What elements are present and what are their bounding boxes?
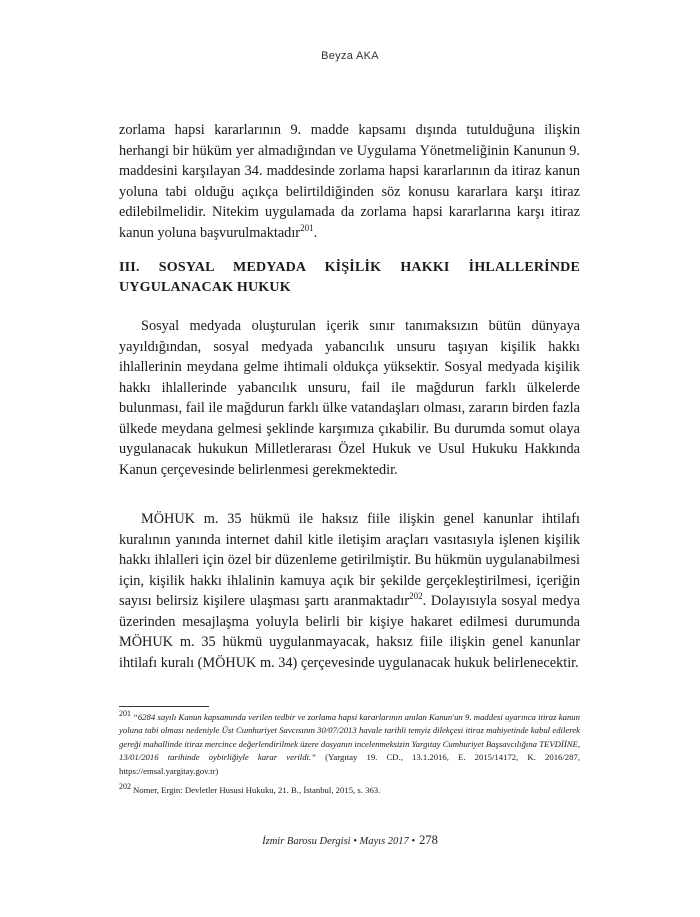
paragraph-1-text: zorlama hapsi kararlarının 9. madde kapsamı dışında tutulduğuna ilişkin herhangi bir hüküm yer almadığından ve Uygulama Yönetmeliğinin Kanunun 9. maddesini karşılayan 34. maddesinde zorlama hapsi kararlarının da itiraz kanun yoluna tabi olduğu açıkça belirtildiğinden söz konusu kararlara karşı itiraz edilebilmelidir. Nitekim uygulamada da zorlama hapsi kararlarına karşı itiraz kanun yoluna başvurulmaktadır (119, 122, 580, 241)
section-heading: III. SOSYAL MEDYADA KİŞİLİK HAKKI İHLALLERİNDE UYGULANACAK HUKUK (119, 260, 580, 295)
footnote-201-number: 201 (119, 709, 131, 719)
footnote-201 (119, 711, 580, 778)
footnotes (119, 711, 580, 803)
footnote-202-number: 202 (119, 782, 131, 792)
page-number: 278 (419, 833, 438, 847)
paragraph-1-end: . (313, 224, 318, 241)
paragraph-2-text: Sosyal medyada oluşturulan içerik sınır tanımaksızın bütün dünyaya yayıldığından, sosyal medyada yabancılık unsuru taşıyan kişilik hakkı ihlallerinin meydana gelme ihtimali oldukça yüksektir. Sosyal medyada kişilik hakkı ihlallerinde yabancılık unsuru, fail ile mağdurun farklı ülkelerde bulunması, fail ile mağdurun farklı ülke vatandaşları olması, zararın birden fazla ülkede meydana gelmesi şeklinde karşımıza çıkabilir. Bu durumda somut olaya uygulanacak hukukun Milletlerarası Özel Hukuk ve Usul Hukuku Hakkında Kanun çerçevesinde belirlenmesi gerekmektedir. (119, 318, 580, 478)
footer-journal: İzmir Barosu Dergisi • Mayıs 2017 • (262, 836, 416, 847)
footnote-ref-202[interactable]: 202 (409, 591, 423, 602)
paragraph-3 (119, 509, 580, 673)
paragraph-3-text-b: . Dolayısıyla sosyal medya üzerinden mesajlaşma yoluyla belirli bir kişiye hakaret edilmesi durumunda MÖHUK m. 35 hükmü uygulanmayacak, haksız fiile ilişkin genel kanunlar ihtilafı kuralı (MÖHUK m. 34) çerçevesinde uygulanacak hukuk belirlenecektir. (119, 593, 580, 671)
footnote-ref-201[interactable]: 201 (300, 222, 314, 233)
footnote-201-quote: “6284 sayılı Kanun kapsamında verilen tedbir ve zorlama hapsi kararlarının anılan Kanun'un 9. maddesi uyarınca itiraz kanun yoluna tabi olması nedeniyle Üst Cumhuriyet Savcısının 30/07/2013 havale tarihli temyiz dilekçesi itiraz mahiyetinde kabul edilerek gereği mahallinde itiraz mercince değerlendirilmek üzere dosyanın incelenmeksizin Yargıtay Cumhuriyet Başsavcılığına TEVDİİNE, 13/01/2016 tarihinde oybirliğiyle karar verildi.” (119, 712, 580, 763)
paragraph-2 (119, 316, 580, 480)
page-footer (0, 833, 700, 848)
footnote-202 (119, 784, 580, 797)
footnote-divider (119, 706, 209, 707)
running-header-author: Beyza AKA (321, 50, 379, 62)
paragraph-1 (119, 120, 580, 243)
paragraph-3-text-a: MÖHUK m. 35 hükmü ile haksız fiile ilişkin genel kanunlar ihtilafı kuralının yanında internet dahil kitle iletişim araçları vasıtasıyla işlenen kişilik hakkı ihlalleri için özel bir düzenleme getirilmiştir. Bu hükmün uygulanabilmesi için, kişilik hakkı ihlalinin kamuya açık bir şekilde gerçekleştirilmesi, içeriğin sayısı belirsiz kişilere ulaşması şartı aranmaktadır (119, 511, 580, 609)
footnote-201-citation: (Yargıtay 19. CD., 13.1.2016, E. 2015/14172, K. 2016/287, https://emsal.yargitay.gov.tr) (119, 752, 580, 776)
footnote-202-text: Nomer, Ergin: Devletler Hususi Hukuku, 21. B., İstanbul, 2015, s. 363. (133, 785, 381, 796)
